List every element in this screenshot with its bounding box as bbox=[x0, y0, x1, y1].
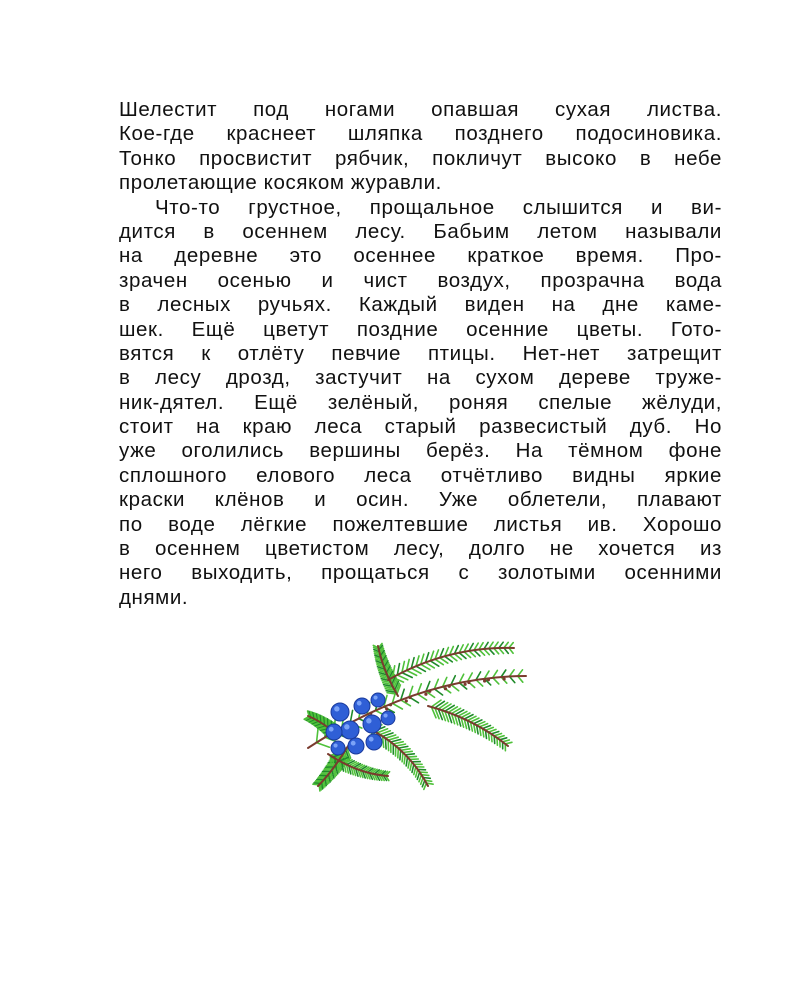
needle bbox=[403, 751, 412, 752]
bud bbox=[409, 696, 412, 699]
bud bbox=[483, 679, 486, 682]
text-line: днями. bbox=[119, 585, 189, 609]
needle bbox=[398, 746, 408, 748]
text-line: дится в осеннем лесу. Бабьим летом называли bbox=[119, 219, 722, 243]
needle bbox=[402, 753, 403, 762]
bud bbox=[424, 693, 427, 696]
needle bbox=[451, 685, 459, 691]
needle bbox=[401, 749, 410, 751]
bud bbox=[405, 699, 408, 702]
text-line: уже оголились вершины берёз. На тёмном фоне bbox=[119, 439, 722, 463]
needle bbox=[431, 700, 441, 707]
berries-group bbox=[326, 693, 395, 755]
needle bbox=[400, 750, 401, 760]
berry bbox=[363, 715, 381, 733]
berry bbox=[331, 703, 349, 721]
berry bbox=[371, 693, 385, 707]
bud bbox=[385, 707, 388, 710]
juniper-branch-icon bbox=[278, 636, 534, 796]
berry-highlight bbox=[344, 724, 349, 729]
needle bbox=[317, 743, 330, 748]
berry bbox=[366, 734, 382, 750]
needle bbox=[435, 701, 445, 708]
paragraph-1 bbox=[119, 98, 722, 196]
text-line: него выходить, прощаться с золотыми осенними bbox=[119, 561, 722, 585]
needle bbox=[434, 689, 442, 695]
bud bbox=[464, 683, 467, 686]
text-line: зрачен осенью и чист воздух, прозрачна вода bbox=[119, 268, 722, 292]
bud bbox=[487, 678, 490, 681]
berry-highlight bbox=[329, 727, 334, 732]
berry bbox=[348, 738, 364, 754]
needle bbox=[396, 744, 406, 746]
story-text bbox=[119, 98, 722, 610]
berry bbox=[341, 721, 359, 739]
bud bbox=[428, 690, 431, 693]
berry-highlight bbox=[351, 741, 356, 746]
needle bbox=[398, 748, 399, 758]
bud bbox=[448, 685, 451, 688]
needle bbox=[391, 739, 401, 742]
text-line: Тонко просвистит рябчик, покличут высоко в небе bbox=[119, 146, 722, 170]
needle bbox=[397, 675, 408, 680]
needle bbox=[464, 652, 471, 658]
text-line: в лесу дрозд, застучит на сухом дереве труже- bbox=[119, 366, 722, 390]
bud bbox=[503, 677, 506, 680]
berry bbox=[354, 698, 370, 714]
text-line: пролетающие косяком журавли. bbox=[119, 171, 442, 195]
needle bbox=[404, 755, 405, 764]
paragraph-2 bbox=[119, 196, 722, 611]
needle bbox=[476, 680, 483, 686]
text-line: шек. Ещё цветут поздние осенние цветы. Гото- bbox=[119, 317, 722, 341]
berry bbox=[326, 724, 342, 740]
text-line: вятся к отлёту певчие птицы. Нет-нет затрещит bbox=[119, 341, 722, 365]
text-line: на деревне это осеннее краткое время. Про- bbox=[119, 244, 722, 268]
berry-highlight bbox=[357, 701, 362, 706]
text-line: ник-дятел. Ещё зелёный, роняя спелые жёлуди, bbox=[119, 390, 722, 414]
text-line: стоит на краю леса старый развесистый дуб. Но bbox=[119, 415, 722, 439]
berry-highlight bbox=[373, 695, 377, 699]
berry bbox=[381, 711, 395, 725]
needle bbox=[405, 754, 414, 755]
needle bbox=[438, 703, 447, 709]
text-line: краски клёнов и осин. Уже облетели, плавают bbox=[119, 488, 722, 512]
text-line: Кое-где краснеет шляпка позднего подосиновика. bbox=[119, 122, 722, 146]
bud bbox=[444, 687, 447, 690]
berry-highlight bbox=[369, 737, 374, 742]
text-line: в осеннем цветистом лесу, долго не хочется из bbox=[119, 537, 722, 561]
needle bbox=[402, 673, 412, 678]
needle bbox=[392, 703, 402, 709]
needle bbox=[317, 729, 319, 743]
berry bbox=[331, 741, 345, 755]
text-line: Шелестит под ногами опавшая сухая листва. bbox=[119, 98, 722, 121]
needle bbox=[493, 678, 499, 684]
text-line: в лесных ручьях. Каждый виден на дне каме- bbox=[119, 293, 722, 317]
text-line: Что-то грустное, прощальное слышится и ви- bbox=[155, 195, 722, 219]
bud bbox=[389, 703, 392, 706]
needle bbox=[393, 742, 403, 744]
berry-highlight bbox=[366, 718, 371, 723]
berry-highlight bbox=[333, 743, 337, 747]
needle bbox=[406, 757, 407, 766]
needle bbox=[388, 740, 389, 751]
berry-highlight bbox=[334, 706, 339, 711]
text-line: по воде лёгкие пожелтевшие листья ив. Хорошо bbox=[119, 512, 722, 536]
bud bbox=[467, 681, 470, 684]
berry-highlight bbox=[383, 713, 387, 717]
needle bbox=[408, 756, 417, 757]
bud bbox=[369, 712, 372, 715]
text-line: сплошного елового леса отчётливо видны яркие bbox=[119, 463, 722, 487]
